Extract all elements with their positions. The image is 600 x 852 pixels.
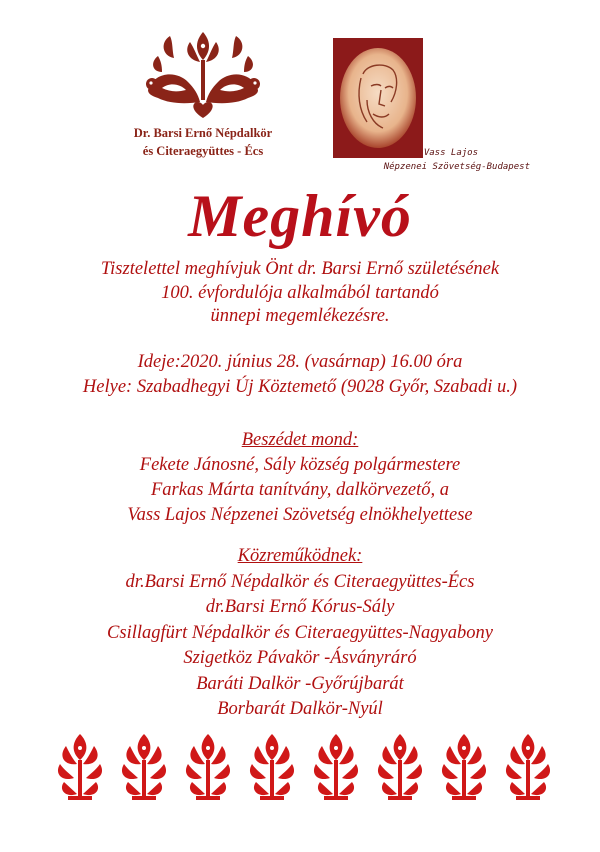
event-where: Helye: Szabadhegyi Új Köztemető (9028 Győr, Szabadi u.) <box>82 377 518 397</box>
intro-text <box>0 258 600 329</box>
folk-bird-tulip-icon <box>140 28 266 120</box>
performer-item: dr.Barsi Ernő Kórus-Sály <box>205 597 395 617</box>
intro-line-3: ünnepi megemlékezésre. <box>210 306 390 326</box>
performers-heading: Közreműködnek: <box>237 546 363 566</box>
speakers-heading: Beszédet mond: <box>241 430 359 450</box>
logo-text <box>118 124 288 160</box>
caption-name: Vass Lajos <box>423 148 478 158</box>
performer-item: Borbarát Dalkör-Nyúl <box>217 699 383 719</box>
event-details <box>0 350 600 400</box>
caption-org: Népzenei Szövetség-Budapest <box>383 162 530 172</box>
logo-line-1: Dr. Barsi Ernő Népdalkör <box>133 126 273 140</box>
intro-line-2: 100. évfordulója alkalmából tartandó <box>161 282 439 303</box>
performer-item: Szigetköz Pávakör -Ásványráró <box>183 648 417 668</box>
page-title: Meghívó <box>188 183 412 249</box>
intro-line-1: Tisztelettel meghívjuk Önt dr. Barsi Ernő születésének <box>100 259 500 279</box>
portrait-caption <box>380 146 530 174</box>
portrait-face-icon <box>333 38 423 158</box>
performer-item: dr.Barsi Ernő Népdalkör és Citeraegyüttes-Écs <box>125 571 475 592</box>
performer-item: Baráti Dalkör -Győrújbarát <box>196 673 404 694</box>
performer-item: Csillagfürt Népdalkör és Citeraegyüttes-Nagyabony <box>107 622 493 643</box>
logo-line-2: és Citeraegyüttes - Écs <box>142 144 264 158</box>
speakers-section <box>0 428 600 528</box>
speaker-item: Fekete Jánosné, Sály község polgármestere <box>139 455 461 475</box>
speaker-item: Farkas Márta tanítvány, dalkörvezető, a <box>150 480 449 500</box>
folk-tulip-border <box>55 728 555 808</box>
portrait-medallion <box>333 38 423 158</box>
event-when: Ideje:2020. június 28. (vasárnap) 16.00 óra <box>137 352 463 372</box>
speaker-item: Vass Lajos Népzenei Szövetség elnökhelyettese <box>127 505 473 525</box>
logo <box>118 28 288 163</box>
performers-section <box>0 544 600 723</box>
